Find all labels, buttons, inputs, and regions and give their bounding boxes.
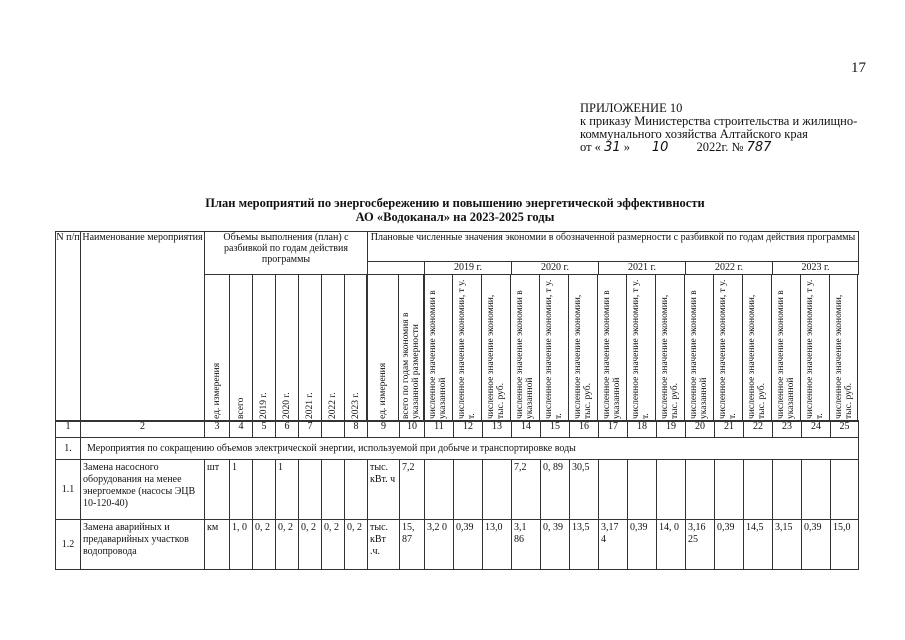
row-name: Замена аварийных и предаварийных участков водопровода bbox=[81, 520, 205, 570]
col-2023-s1: численное значение экономии в указанной bbox=[776, 290, 796, 419]
section-number: 1. bbox=[56, 438, 81, 460]
cell bbox=[599, 460, 628, 520]
header-year-2019: 2019 г. bbox=[425, 262, 512, 275]
cell: 13,5 bbox=[570, 520, 599, 570]
cell bbox=[454, 460, 483, 520]
cell: 0,39 bbox=[454, 520, 483, 570]
cell bbox=[299, 460, 322, 520]
colnum: 20 bbox=[686, 421, 715, 438]
row-number: 1.1 bbox=[56, 460, 81, 520]
header-name: Наименование мероприятия bbox=[81, 232, 205, 422]
cell: тыс. кВт .ч. bbox=[368, 520, 400, 570]
row-name: Замена насосного оборудования на менее энергоемкое (насосы ЭЦВ 10-120-40) bbox=[81, 460, 205, 520]
colnum: 4 bbox=[230, 421, 253, 438]
cell bbox=[773, 460, 802, 520]
cell: 0, 2 bbox=[322, 520, 345, 570]
cell: 3,2 0 bbox=[425, 520, 454, 570]
colnum: 6 bbox=[276, 421, 299, 438]
col-2022-s3: численное значение экономии, тыс. руб. bbox=[747, 294, 767, 419]
cell bbox=[628, 460, 657, 520]
col-2023-s3: численное значение экономии, тыс. руб. bbox=[833, 294, 854, 419]
colnum: 19 bbox=[657, 421, 686, 438]
cell: 15, 87 bbox=[400, 520, 425, 570]
title-line-1: План мероприятий по энергосбережению и повышению энергетической эффективности bbox=[205, 196, 705, 210]
colnum: 7 bbox=[299, 421, 322, 438]
colnum: 10 bbox=[400, 421, 425, 438]
cell: 14,5 bbox=[744, 520, 773, 570]
appendix-header bbox=[580, 102, 857, 154]
col-2022-s1: численное значение экономии в указанной bbox=[689, 290, 709, 419]
cell: 15,0 bbox=[831, 520, 859, 570]
table-row bbox=[56, 460, 859, 520]
colnum: 1 bbox=[56, 421, 81, 438]
cell bbox=[802, 460, 831, 520]
colnum bbox=[322, 421, 345, 438]
date-prefix: от « bbox=[580, 140, 601, 154]
colnum: 21 bbox=[715, 421, 744, 438]
plan-table-body bbox=[55, 420, 859, 570]
section-row bbox=[56, 438, 859, 460]
section-title: Мероприятия по сокращению объемов электрической энергии, используемой при добыче и транспортировке воды bbox=[81, 438, 859, 460]
col-unit2: ед. измерения bbox=[377, 362, 388, 419]
cell: 0,39 bbox=[802, 520, 831, 570]
cell bbox=[831, 460, 859, 520]
column-number-row bbox=[56, 421, 859, 438]
col-2019-s3: численное значение экономии, тыс. руб. bbox=[486, 294, 506, 419]
header-volumes: Объемы выполнения (план) с разбивкой по годам действия программы bbox=[205, 232, 368, 275]
appendix-date-line bbox=[580, 141, 857, 154]
header-year-2022: 2022 г. bbox=[686, 262, 773, 275]
date-mid: » bbox=[623, 140, 630, 154]
year-number-text: 2022г. № bbox=[696, 140, 744, 154]
col-2022-s2: численное значение экономии, т у. т. bbox=[718, 279, 738, 419]
col-2021: 2021 г. bbox=[305, 392, 315, 419]
colnum: 2 bbox=[81, 421, 205, 438]
cell bbox=[425, 460, 454, 520]
header-num: N п/п bbox=[56, 232, 81, 422]
col-total: всего bbox=[236, 397, 246, 419]
cell: 1, 0 bbox=[230, 520, 253, 570]
cell bbox=[322, 460, 345, 520]
handwritten-month: 10 bbox=[651, 140, 669, 155]
handwritten-number: 787 bbox=[746, 140, 772, 155]
cell: 0,39 bbox=[628, 520, 657, 570]
cell bbox=[483, 460, 512, 520]
colnum: 12 bbox=[454, 421, 483, 438]
colnum: 14 bbox=[512, 421, 541, 438]
cell bbox=[253, 460, 276, 520]
cell bbox=[744, 460, 773, 520]
cell: 1 bbox=[276, 460, 299, 520]
col-2022: 2022 г. bbox=[328, 392, 338, 419]
cell bbox=[657, 460, 686, 520]
col-total-saving: всего по годам экономия в указанной размерности bbox=[401, 312, 421, 419]
col-2021-s3: численное значение экономии, тыс. руб. bbox=[660, 294, 680, 419]
cell: 3,1 86 bbox=[512, 520, 541, 570]
page-number: 17 bbox=[851, 60, 866, 76]
cell: 30,5 bbox=[570, 460, 599, 520]
cell: 3,16 25 bbox=[686, 520, 715, 570]
cell: 7,2 bbox=[400, 460, 425, 520]
col-2020-s2: численное значение экономии, т у. т. bbox=[544, 279, 564, 419]
colnum: 3 bbox=[205, 421, 230, 438]
header-year-2020: 2020 г. bbox=[512, 262, 599, 275]
colnum: 25 bbox=[831, 421, 859, 438]
appendix-ministry-line: коммунального хозяйства Алтайского края bbox=[580, 127, 808, 141]
cell: 0, 2 bbox=[253, 520, 276, 570]
cell bbox=[686, 460, 715, 520]
colnum: 18 bbox=[628, 421, 657, 438]
cell: 0, 89 bbox=[541, 460, 570, 520]
cell: 0, 2 bbox=[276, 520, 299, 570]
colnum: 15 bbox=[541, 421, 570, 438]
cell: 0, 2 bbox=[345, 520, 368, 570]
col-2019: 2019 г. bbox=[259, 392, 269, 419]
col-2023-s2: численное значение экономии, т у. т. bbox=[805, 279, 825, 419]
col-2020-s3: численное значение экономии, тыс. руб. bbox=[573, 294, 593, 419]
colnum: 13 bbox=[483, 421, 512, 438]
header-year-2023: 2023 г. bbox=[773, 262, 859, 275]
col-2020-s1: численное значение экономии в указанной bbox=[515, 290, 535, 419]
colnum: 22 bbox=[744, 421, 773, 438]
colnum: 17 bbox=[599, 421, 628, 438]
colnum: 9 bbox=[368, 421, 400, 438]
col-2019-s2: численное значение экономии, т у. т. bbox=[457, 279, 477, 419]
cell bbox=[345, 460, 368, 520]
col-2019-s1: численное значение экономии в указанной bbox=[428, 290, 448, 419]
cell: 3,15 bbox=[773, 520, 802, 570]
colnum: 5 bbox=[253, 421, 276, 438]
document-title bbox=[150, 196, 760, 224]
row-number: 1.2 bbox=[56, 520, 81, 570]
cell: 14, 0 bbox=[657, 520, 686, 570]
cell: 3,17 4 bbox=[599, 520, 628, 570]
cell: шт bbox=[205, 460, 230, 520]
cell: тыс. кВт. ч bbox=[368, 460, 400, 520]
colnum: 8 bbox=[345, 421, 368, 438]
appendix-order-line: к приказу Министерства строительства и жилищно- bbox=[580, 114, 858, 128]
table-row bbox=[56, 520, 859, 570]
colnum: 11 bbox=[425, 421, 454, 438]
col-2021-s1: численное значение экономии в указанной bbox=[602, 290, 622, 419]
header-planned: Плановые численные значения экономии в обозначенной размерности с разбивкой по годам действия программы bbox=[368, 232, 859, 262]
cell: 7,2 bbox=[512, 460, 541, 520]
cell: 0, 2 bbox=[299, 520, 322, 570]
cell: км bbox=[205, 520, 230, 570]
col-2021-s2: численное значение экономии, т у. т. bbox=[631, 279, 651, 419]
cell: 13,0 bbox=[483, 520, 512, 570]
colnum: 24 bbox=[802, 421, 831, 438]
col-2020: 2020 г. bbox=[282, 392, 292, 419]
header-year-2021: 2021 г. bbox=[599, 262, 686, 275]
colnum: 16 bbox=[570, 421, 599, 438]
handwritten-day: 31 bbox=[604, 140, 621, 155]
col-unit: ед. измерения bbox=[212, 362, 222, 419]
title-line-2: АО «Водоканал» на 2023-2025 годы bbox=[355, 210, 555, 224]
cell bbox=[715, 460, 744, 520]
cell: 0, 39 bbox=[541, 520, 570, 570]
colnum: 23 bbox=[773, 421, 802, 438]
planned-subheaders bbox=[366, 274, 858, 422]
cell: 0,39 bbox=[715, 520, 744, 570]
cell: 1 bbox=[230, 460, 253, 520]
col-2023: 2023 г. bbox=[351, 392, 361, 419]
appendix-title: ПРИЛОЖЕНИЕ 10 bbox=[580, 101, 683, 115]
